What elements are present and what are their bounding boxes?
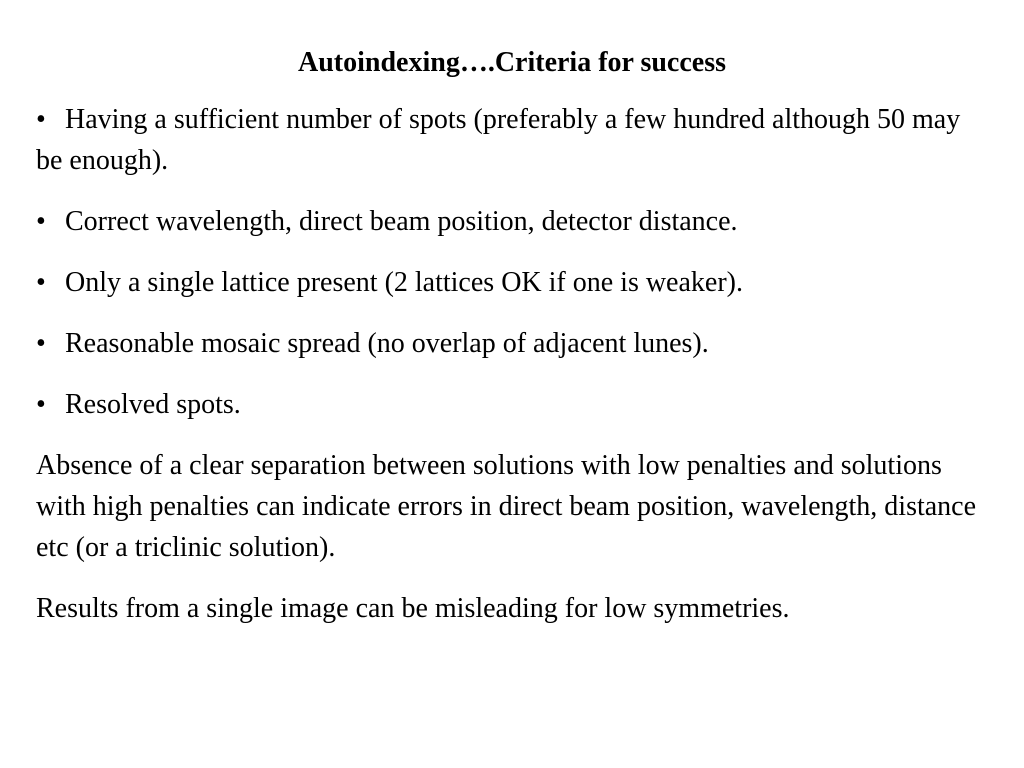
list-item-text: Reasonable mosaic spread (no overlap of adjacent lunes).	[65, 328, 709, 359]
list-item	[36, 384, 988, 425]
paragraph-separation-note: Absence of a clear separation between solutions with low penalties and solutions with high penalties can indicate errors in direct beam position, wavelength, distance etc (or a triclinic solution).	[36, 450, 977, 563]
list-item	[36, 323, 988, 364]
bullet-icon: •	[36, 104, 46, 135]
bullet-icon: •	[36, 328, 46, 359]
list-item-text: Having a sufficient number of spots (preferably a few hundred although 50 may be enough).	[36, 104, 961, 176]
slide-title: Autoindexing….Criteria for success	[298, 47, 726, 78]
paragraph-symmetry-note: Results from a single image can be misleading for low symmetries.	[36, 593, 790, 624]
list-item	[36, 201, 988, 242]
list-item-text: Only a single lattice present (2 lattices OK if one is weaker).	[65, 267, 743, 298]
list-item	[36, 99, 988, 181]
list-item	[36, 262, 988, 303]
bullet-icon: •	[36, 206, 46, 237]
bullet-icon: •	[36, 267, 46, 298]
list-item-text: Resolved spots.	[65, 389, 241, 420]
bullet-icon: •	[36, 389, 46, 420]
criteria-list	[36, 99, 988, 425]
list-item-text: Correct wavelength, direct beam position, detector distance.	[65, 206, 738, 237]
